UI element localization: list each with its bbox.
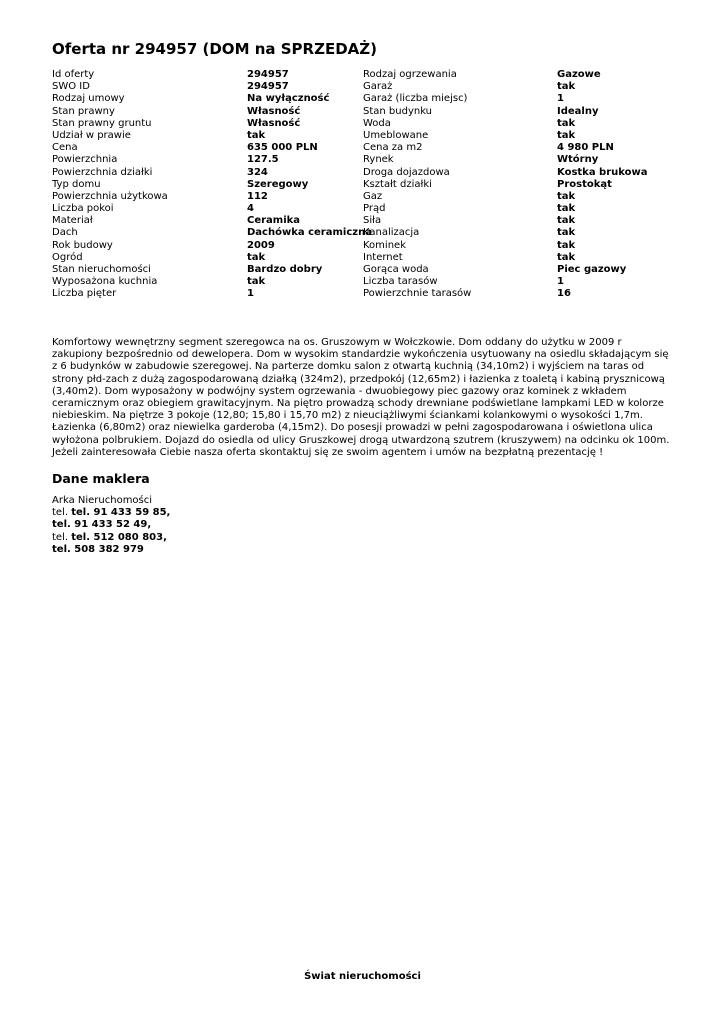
- agent-phone: tel. 508 382 979: [52, 543, 144, 555]
- property-label: Cena: [52, 142, 78, 154]
- property-label: Powierzchnia działki: [52, 166, 153, 178]
- property-value: Własność: [247, 105, 301, 117]
- property-label: Liczba pokoi: [52, 203, 114, 215]
- property-value: tak: [557, 81, 576, 93]
- agent-phone-line: [52, 519, 170, 531]
- property-label: Kominek: [363, 239, 406, 251]
- property-value: Bardzo dobry: [247, 264, 323, 275]
- property-row: [52, 191, 672, 203]
- property-label: Wyposażona kuchnia: [52, 276, 158, 288]
- property-value: Idealny: [557, 105, 599, 117]
- property-row: [52, 264, 672, 276]
- property-value: tak: [557, 117, 576, 129]
- agent-phone-line: [52, 507, 170, 519]
- property-value: Dachówka ceramiczna: [247, 227, 372, 239]
- offer-description: Komfortowy wewnętrzny segment szeregowca na os. Gruszowym w Wołczkowie. Dom oddany do użytku w 2009 r zakupiony bezpośrednio od dewelopera. Dom w wysokim standardzie wykończenia usytuowany na osiedlu składającym się z 6 budynków w zabudowie szeregowej. Na parterze domku salon z otwartą kuchnią (34,10m2) i wyjściem na taras od strony płd-zach z dużą zagospodarowaną działką (324m2), przedpokój (12,65m2) i łazienka z toaletą i kabiną prysznicową (3,40m2). Dom wyposażony w podwójny system ogrzewania - dwuobiegowy piec gazowy oraz kominek z wkładem ceramicznym oraz obiegiem grawitacyjnym. Na piętro prowadzą schody drewniane podświetlane lampkami LED w kolorze niebieskim. Na piętrze 3 pokoje (12,80; 15,80 i 15,70 m2) z nieuciążliwymi ściankami kolankowymi o wysokości 1,7m. Łazienka (6,80m2) oraz niewielka garderoba (4,15m2). Do posesji prowadzi w pełni zagospodarowana i oświetlona ulica wyłożona polbrukiem. Dojazd do osiedla od ulicy Gruszkowej drogą utwardzoną szutrem (kruszywem) na odcinku ok 100m. Jeżeli zainteresowała Ciebie nasza oferta skontaktuj się ze swoim agentem i umów na bezpłatną prezentację !: [52, 337, 670, 458]
- property-value: 1: [557, 276, 564, 288]
- property-row: [52, 93, 672, 105]
- agent-heading: Dane maklera: [52, 471, 150, 486]
- property-label: Umeblowane: [363, 129, 429, 141]
- property-value: 4 980 PLN: [557, 142, 614, 154]
- property-value: Szeregowy: [247, 178, 309, 190]
- property-row: [52, 252, 672, 264]
- phone-prefix: tel.: [52, 531, 69, 543]
- property-row: [52, 130, 672, 142]
- property-row: [52, 142, 672, 154]
- property-label: Rodzaj ogrzewania: [363, 69, 457, 80]
- property-row: [52, 118, 672, 130]
- property-label: Gaz: [363, 190, 383, 202]
- property-value: Piec gazowy: [557, 264, 627, 275]
- property-row: [52, 154, 672, 166]
- property-value: 635 000 PLN: [247, 142, 318, 154]
- property-label: Droga dojazdowa: [363, 166, 450, 178]
- agent-phone-line: [52, 544, 170, 556]
- property-value: tak: [557, 239, 576, 251]
- property-label: Rodzaj umowy: [52, 93, 125, 105]
- phone-prefix: tel.: [52, 507, 69, 519]
- property-value: Kostka brukowa: [557, 166, 648, 178]
- property-value: 324: [247, 166, 268, 178]
- property-label: Typ domu: [52, 178, 101, 190]
- property-label: Prąd: [363, 203, 386, 215]
- property-value: tak: [557, 227, 576, 239]
- property-label: Ogród: [52, 251, 83, 263]
- property-label: Siła: [363, 215, 382, 227]
- property-value: 294957: [247, 81, 289, 93]
- property-value: tak: [247, 129, 266, 141]
- property-row: [52, 276, 672, 288]
- page-footer: Świat nieruchomości: [304, 971, 421, 982]
- property-label: Stan prawny gruntu: [52, 117, 152, 129]
- property-value: tak: [557, 215, 576, 227]
- property-value: tak: [247, 251, 266, 263]
- property-value: tak: [247, 276, 266, 288]
- property-label: Internet: [363, 251, 403, 263]
- property-value: tak: [557, 203, 576, 215]
- property-value: Prostokąt: [557, 178, 612, 190]
- property-label: Udział w prawie: [52, 129, 131, 141]
- property-row: [52, 179, 672, 191]
- property-label: Liczba pięter: [52, 288, 117, 300]
- page-title: Oferta nr 294957 (DOM na SPRZEDAŻ): [52, 40, 377, 58]
- property-value: 127.5: [247, 154, 279, 166]
- property-label: Stan prawny: [52, 105, 115, 117]
- property-row: [52, 240, 672, 252]
- property-value: Własność: [247, 117, 301, 129]
- property-row: [52, 106, 672, 118]
- property-value: Wtórny: [557, 154, 599, 166]
- property-label: Materiał: [52, 215, 93, 227]
- property-label: Liczba tarasów: [363, 276, 438, 288]
- property-value: 1: [557, 93, 564, 105]
- property-label: Gorąca woda: [363, 264, 429, 275]
- property-row: [52, 167, 672, 179]
- property-label: Woda: [363, 117, 391, 129]
- property-label: Powierzchnie tarasów: [363, 288, 472, 300]
- property-label: Garaż: [363, 81, 393, 93]
- property-value: tak: [557, 251, 576, 263]
- property-row: [52, 81, 672, 93]
- property-value: Na wyłączność: [247, 93, 330, 105]
- property-row: [52, 203, 672, 215]
- property-value: 1: [247, 288, 254, 300]
- property-table: [52, 69, 672, 301]
- property-label: Kanalizacja: [363, 227, 420, 239]
- agent-phone: tel. 91 433 52 49,: [52, 519, 152, 531]
- property-value: Ceramika: [247, 215, 301, 227]
- property-label: Garaż (liczba miejsc): [363, 93, 468, 105]
- property-row: [52, 69, 672, 81]
- property-row: [52, 227, 672, 239]
- agent-phone-line: [52, 532, 170, 544]
- property-label: Dach: [52, 227, 78, 239]
- property-label: Stan budynku: [363, 105, 433, 117]
- property-value: 294957: [247, 69, 289, 80]
- property-value: 112: [247, 190, 268, 202]
- property-label: Powierzchnia użytkowa: [52, 190, 168, 202]
- property-value: 2009: [247, 239, 275, 251]
- agent-name: Arka Nieruchomości: [52, 495, 153, 506]
- agent-phone: tel. 91 433 59 85,: [71, 507, 171, 519]
- property-value: tak: [557, 129, 576, 141]
- property-value: 4: [247, 203, 254, 215]
- property-row: [52, 288, 672, 300]
- property-label: Stan nieruchomości: [52, 264, 151, 275]
- property-row: [52, 215, 672, 227]
- agent-details: [52, 495, 170, 556]
- agent-phone: tel. 512 080 803,: [71, 531, 167, 543]
- property-label: Powierzchnia: [52, 154, 118, 166]
- property-value: tak: [557, 190, 576, 202]
- property-label: Id oferty: [52, 69, 95, 80]
- property-value: Gazowe: [557, 69, 601, 80]
- property-label: Rok budowy: [52, 239, 113, 251]
- property-label: Cena za m2: [363, 142, 423, 154]
- property-value: 16: [557, 288, 571, 300]
- property-label: SWO ID: [52, 81, 90, 93]
- property-label: Rynek: [363, 154, 394, 166]
- property-label: Kształt działki: [363, 178, 432, 190]
